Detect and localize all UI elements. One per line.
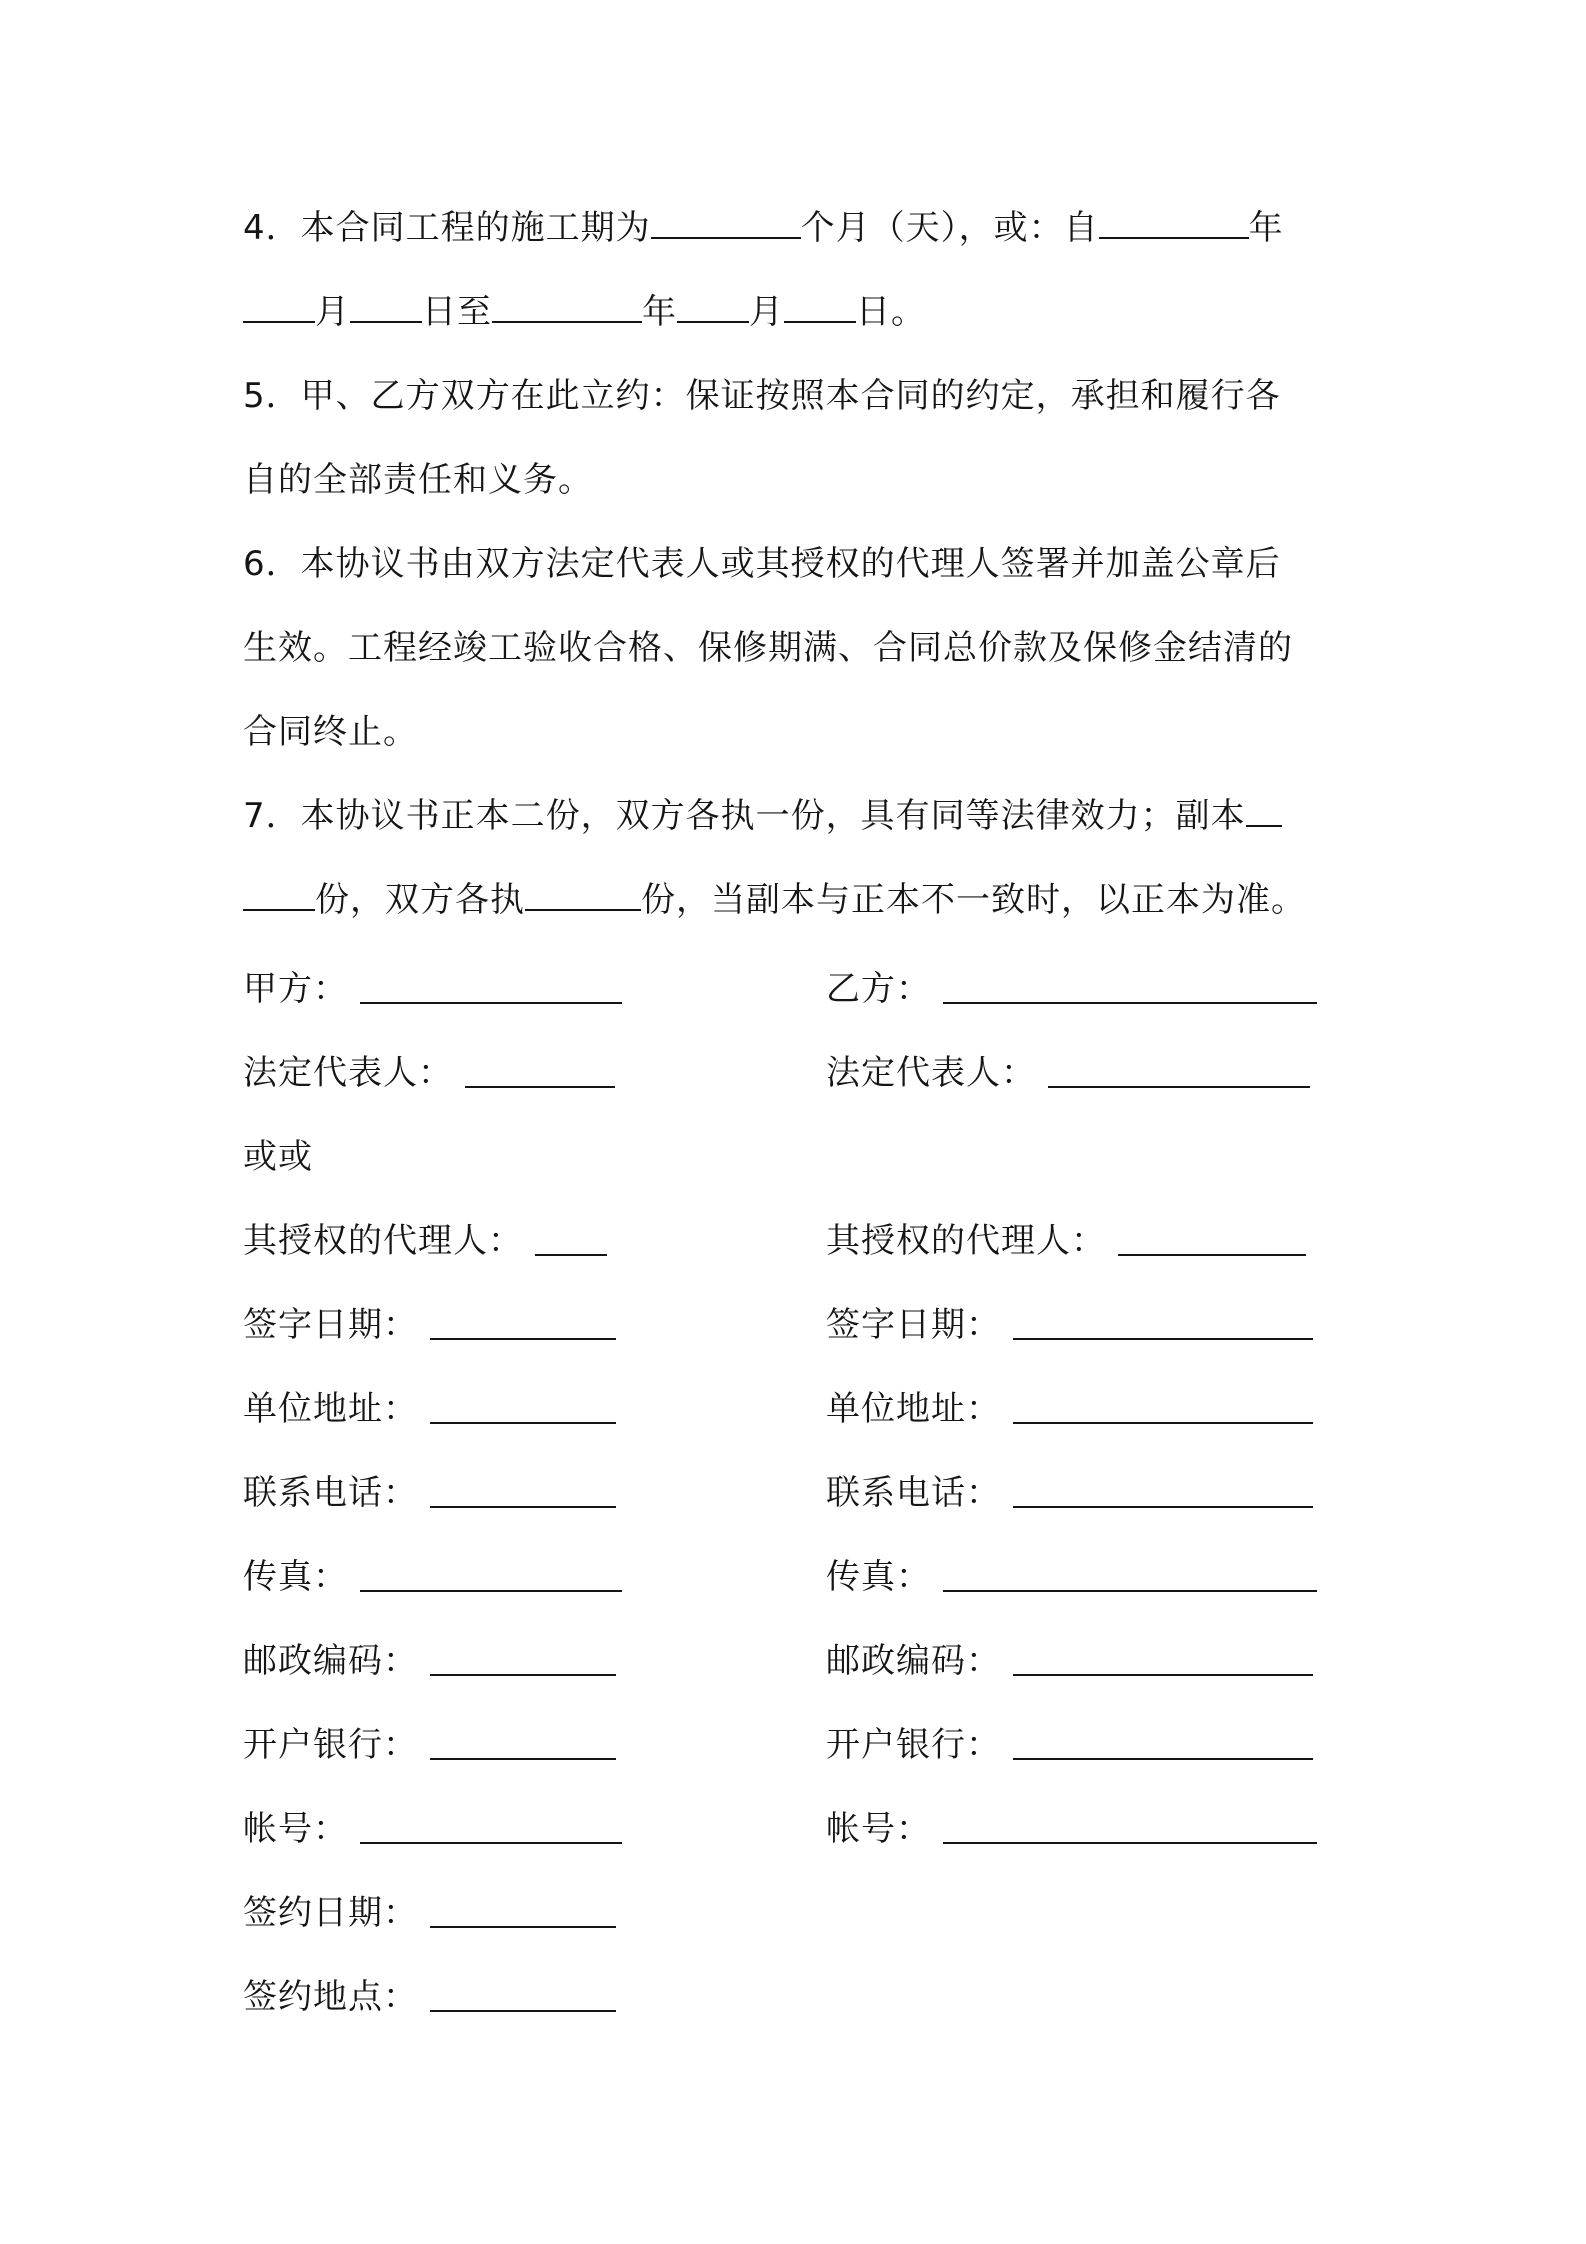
phone-a-blank[interactable] xyxy=(430,1506,616,1508)
duration-blank[interactable] xyxy=(651,207,801,239)
end-year-blank[interactable] xyxy=(492,291,642,323)
postcode-b-field xyxy=(826,1636,1313,1682)
bank-b-blank[interactable] xyxy=(1013,1758,1313,1760)
account-b-field xyxy=(826,1804,1317,1850)
end-day-blank[interactable] xyxy=(784,291,856,323)
fax-a-field xyxy=(243,1552,622,1598)
clause-6-line-2: 生效。工程经竣工验收合格、保修期满、合同总价款及保修金结清的 xyxy=(243,628,1293,668)
clause-6-line-1: 6．本协议书由双方法定代表人或其授权的代理人签署并加盖公章后 xyxy=(243,544,1281,584)
party-a-blank[interactable] xyxy=(360,1002,622,1004)
clause-4-month: 月 xyxy=(315,292,350,332)
party-b-field xyxy=(826,964,1317,1010)
party-b-blank[interactable] xyxy=(943,1002,1317,1004)
clause-4-day-to: 日至 xyxy=(422,292,492,332)
start-day-blank[interactable] xyxy=(350,291,422,323)
agent-b-blank[interactable] xyxy=(1118,1254,1306,1256)
contract-place-label: 签约地点： xyxy=(243,1977,418,2017)
bank-b-label: 开户银行： xyxy=(826,1725,1001,1765)
agent-a-blank[interactable] xyxy=(535,1254,607,1256)
account-a-label: 帐号： xyxy=(243,1809,348,1849)
contract-date-label: 签约日期： xyxy=(243,1893,418,1933)
fax-b-field xyxy=(826,1552,1317,1598)
each-copies-blank[interactable] xyxy=(525,879,641,911)
start-month-blank[interactable] xyxy=(243,291,315,323)
contract-place-blank[interactable] xyxy=(430,2010,616,2012)
agent-b-field xyxy=(826,1216,1306,1262)
contract-date-field xyxy=(243,1888,616,1934)
contract-place-field xyxy=(243,1972,616,2018)
agent-a-label: 其授权的代理人： xyxy=(243,1221,523,1261)
legal-rep-a-blank[interactable] xyxy=(465,1086,615,1088)
legal-rep-b-blank[interactable] xyxy=(1048,1086,1310,1088)
legal-rep-b-label: 法定代表人： xyxy=(826,1053,1036,1093)
postcode-b-blank[interactable] xyxy=(1013,1674,1313,1676)
agent-a-field xyxy=(243,1216,607,1262)
clause-7-line-1 xyxy=(243,774,1363,858)
sign-date-a-blank[interactable] xyxy=(430,1338,616,1340)
clause-5-line-2: 自的全部责任和义务。 xyxy=(243,460,593,500)
clause-4-line-2 xyxy=(243,270,1363,354)
agent-b-label: 其授权的代理人： xyxy=(826,1221,1106,1261)
account-b-blank[interactable] xyxy=(943,1842,1317,1844)
or-label: 或或 xyxy=(243,1137,313,1177)
party-a-field xyxy=(243,964,622,1010)
clause-4-text-c: 年 xyxy=(1248,208,1284,248)
party-a-label: 甲方： xyxy=(243,969,348,1009)
address-a-label: 单位地址： xyxy=(243,1389,418,1429)
phone-b-label: 联系电话： xyxy=(826,1473,1001,1513)
clause-7-text-b: 份，双方各执 xyxy=(315,880,525,920)
fax-b-blank[interactable] xyxy=(943,1590,1317,1592)
account-b-label: 帐号： xyxy=(826,1809,931,1849)
sign-date-b-blank[interactable] xyxy=(1013,1338,1313,1340)
legal-rep-a-field xyxy=(243,1048,615,1094)
sign-date-a-field xyxy=(243,1300,616,1346)
contract-date-blank[interactable] xyxy=(430,1926,616,1928)
phone-b-field xyxy=(826,1468,1313,1514)
postcode-a-field xyxy=(243,1636,616,1682)
clause-4-month-2: 月 xyxy=(749,292,784,332)
copies-blank-end[interactable] xyxy=(243,879,315,911)
address-b-blank[interactable] xyxy=(1013,1422,1313,1424)
address-b-label: 单位地址： xyxy=(826,1389,1001,1429)
bank-b-field xyxy=(826,1720,1313,1766)
clause-4-year: 年 xyxy=(642,292,677,332)
legal-rep-a-label: 法定代表人： xyxy=(243,1053,453,1093)
address-b-field xyxy=(826,1384,1313,1430)
legal-rep-b-field xyxy=(826,1048,1310,1094)
sign-date-b-label: 签字日期： xyxy=(826,1305,1001,1345)
account-a-field xyxy=(243,1804,622,1850)
address-a-blank[interactable] xyxy=(430,1422,616,1424)
postcode-b-label: 邮政编码： xyxy=(826,1641,1001,1681)
clause-4-text-a: 4．本合同工程的施工期为 xyxy=(243,208,651,248)
bank-a-label: 开户银行： xyxy=(243,1725,418,1765)
clause-4-text-b: 个月（天），或：自 xyxy=(800,208,1099,248)
clause-7-line-2 xyxy=(243,858,1363,942)
clause-7-text-c: 份，当副本与正本不一致时，以正本为准。 xyxy=(641,880,1306,920)
bank-a-field xyxy=(243,1720,616,1766)
end-month-blank[interactable] xyxy=(677,291,749,323)
party-b-label: 乙方： xyxy=(826,969,931,1009)
start-year-blank[interactable] xyxy=(1099,207,1249,239)
phone-a-field xyxy=(243,1468,616,1514)
copies-blank-start[interactable] xyxy=(1246,795,1282,827)
sign-date-b-field xyxy=(826,1300,1313,1346)
clause-6-line-3: 合同终止。 xyxy=(243,712,418,752)
address-a-field xyxy=(243,1384,616,1430)
clause-4-day-end: 日。 xyxy=(856,292,926,332)
sign-date-a-label: 签字日期： xyxy=(243,1305,418,1345)
fax-b-label: 传真： xyxy=(826,1557,931,1597)
fax-a-label: 传真： xyxy=(243,1557,348,1597)
bank-a-blank[interactable] xyxy=(430,1758,616,1760)
clause-4-line-1 xyxy=(243,186,1363,270)
phone-a-label: 联系电话： xyxy=(243,1473,418,1513)
postcode-a-blank[interactable] xyxy=(430,1674,616,1676)
phone-b-blank[interactable] xyxy=(1013,1506,1313,1508)
clause-5-line-1: 5．甲、乙方双方在此立约：保证按照本合同的约定，承担和履行各 xyxy=(243,376,1281,416)
or-field xyxy=(243,1132,313,1178)
postcode-a-label: 邮政编码： xyxy=(243,1641,418,1681)
fax-a-blank[interactable] xyxy=(360,1590,622,1592)
account-a-blank[interactable] xyxy=(360,1842,622,1844)
clause-7-text-a: 7．本协议书正本二份，双方各执一份，具有同等法律效力；副本 xyxy=(243,796,1246,836)
